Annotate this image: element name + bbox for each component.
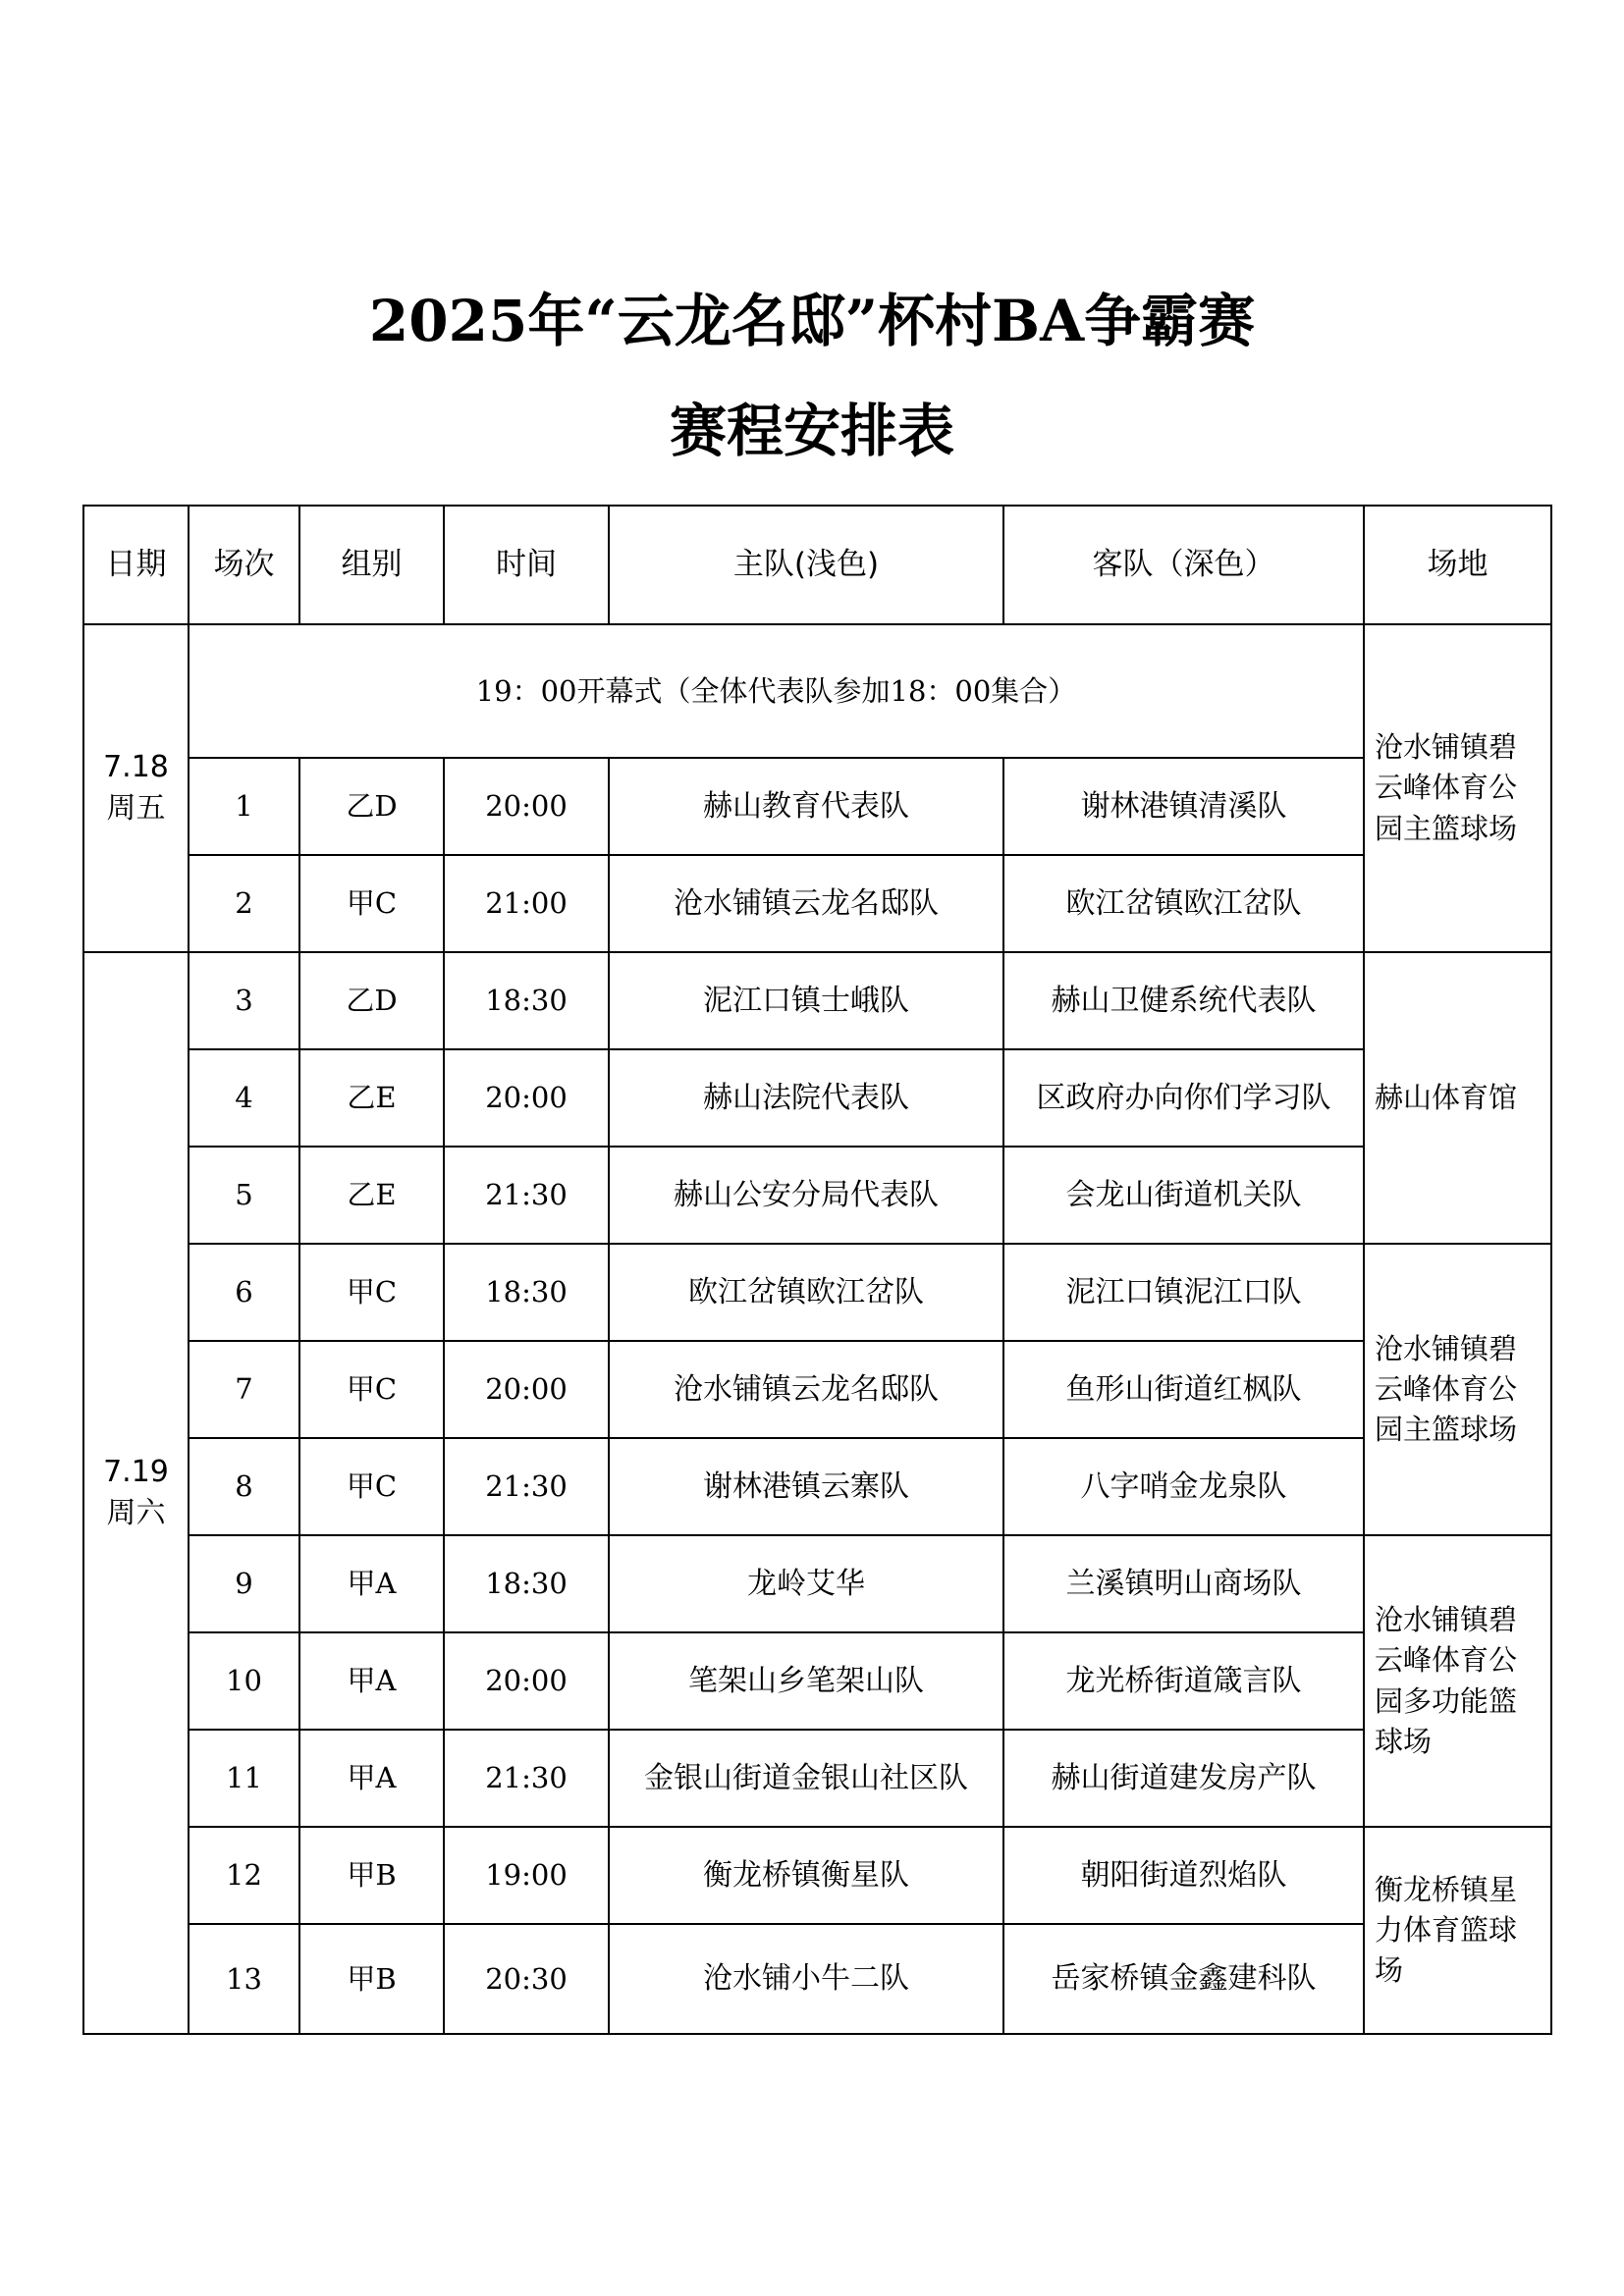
away-team: 会龙山街道机关队 <box>1003 1147 1364 1244</box>
away-team: 岳家桥镇金鑫建科队 <box>1003 1924 1364 2034</box>
table-row <box>83 624 1551 758</box>
schedule-table <box>82 505 1552 2035</box>
match-group: 甲B <box>299 1827 444 1924</box>
header-group: 组别 <box>299 506 444 624</box>
away-team: 鱼形山街道红枫队 <box>1003 1341 1364 1438</box>
venue-cell: 赫山体育馆 <box>1364 952 1551 1244</box>
away-team: 欧江岔镇欧江岔队 <box>1003 855 1364 952</box>
away-team: 谢林港镇清溪队 <box>1003 758 1364 855</box>
home-team: 沧水铺镇云龙名邸队 <box>609 1341 1003 1438</box>
match-no: 4 <box>189 1049 299 1147</box>
venue-cell: 衡龙桥镇星力体育篮球场 <box>1364 1827 1551 2034</box>
weekday-value: 周六 <box>106 1496 166 1530</box>
away-team: 赫山街道建发房产队 <box>1003 1730 1364 1827</box>
match-time: 20:00 <box>444 758 609 855</box>
match-no: 6 <box>189 1244 299 1341</box>
document-title: 2025年“云龙名邸”杯村BA争霸赛 <box>368 288 1256 354</box>
header-date: 日期 <box>83 506 189 624</box>
home-team: 赫山法院代表队 <box>609 1049 1003 1147</box>
table-row <box>83 1632 1551 1730</box>
match-time: 18:30 <box>444 952 609 1049</box>
match-time: 20:00 <box>444 1632 609 1730</box>
match-no: 11 <box>189 1730 299 1827</box>
table-row <box>83 1535 1551 1632</box>
match-time: 21:00 <box>444 855 609 952</box>
match-time: 21:30 <box>444 1438 609 1535</box>
match-no: 2 <box>189 855 299 952</box>
away-team: 朝阳街道烈焰队 <box>1003 1827 1364 1924</box>
home-team: 衡龙桥镇衡星队 <box>609 1827 1003 1924</box>
header-venue: 场地 <box>1364 506 1551 624</box>
venue-cell: 沧水铺镇碧云峰体育公园主篮球场 <box>1364 1244 1551 1535</box>
match-no: 8 <box>189 1438 299 1535</box>
match-time: 20:00 <box>444 1049 609 1147</box>
home-team: 笔架山乡笔架山队 <box>609 1632 1003 1730</box>
table-row <box>83 758 1551 855</box>
away-team: 龙光桥街道箴言队 <box>1003 1632 1364 1730</box>
home-team: 龙岭艾华 <box>609 1535 1003 1632</box>
match-time: 21:30 <box>444 1147 609 1244</box>
match-no: 1 <box>189 758 299 855</box>
match-group: 乙E <box>299 1049 444 1147</box>
match-time: 20:30 <box>444 1924 609 2034</box>
opening-ceremony-cell: 19：00开幕式（全体代表队参加18：00集合） <box>189 624 1364 758</box>
date-value: 7.19 <box>103 1455 169 1489</box>
table-row <box>83 1730 1551 1827</box>
header-row <box>83 506 1551 624</box>
away-team: 泥江口镇泥江口队 <box>1003 1244 1364 1341</box>
date-value: 7.18 <box>103 750 169 784</box>
home-team: 欧江岔镇欧江岔队 <box>609 1244 1003 1341</box>
match-time: 19:00 <box>444 1827 609 1924</box>
match-no: 7 <box>189 1341 299 1438</box>
home-team: 泥江口镇士峨队 <box>609 952 1003 1049</box>
match-no: 12 <box>189 1827 299 1924</box>
match-group: 甲B <box>299 1924 444 2034</box>
home-team: 金银山街道金银山社区队 <box>609 1730 1003 1827</box>
match-group: 甲C <box>299 855 444 952</box>
table-row <box>83 855 1551 952</box>
header-home-team: 主队(浅色) <box>609 506 1003 624</box>
match-no: 3 <box>189 952 299 1049</box>
match-group: 甲C <box>299 1438 444 1535</box>
away-team: 兰溪镇明山商场队 <box>1003 1535 1364 1632</box>
weekday-value: 周五 <box>106 791 166 826</box>
header-match-no: 场次 <box>189 506 299 624</box>
match-no: 10 <box>189 1632 299 1730</box>
venue-cell: 沧水铺镇碧云峰体育公园多功能篮球场 <box>1364 1535 1551 1827</box>
table-row <box>83 1827 1551 1924</box>
home-team: 赫山公安分局代表队 <box>609 1147 1003 1244</box>
home-team: 沧水铺小牛二队 <box>609 1924 1003 2034</box>
match-no: 5 <box>189 1147 299 1244</box>
match-group: 甲A <box>299 1535 444 1632</box>
table-row <box>83 1244 1551 1341</box>
away-team: 区政府办向你们学习队 <box>1003 1049 1364 1147</box>
match-no: 9 <box>189 1535 299 1632</box>
date-cell-0719 <box>83 952 189 2034</box>
match-time: 20:00 <box>444 1341 609 1438</box>
header-time: 时间 <box>444 506 609 624</box>
match-time: 21:30 <box>444 1730 609 1827</box>
match-group: 甲C <box>299 1244 444 1341</box>
table-row <box>83 1438 1551 1535</box>
document-subtitle: 赛程安排表 <box>669 398 954 464</box>
date-cell-0718 <box>83 624 189 952</box>
away-team: 八字哨金龙泉队 <box>1003 1438 1364 1535</box>
match-group: 甲C <box>299 1341 444 1438</box>
table-row <box>83 1147 1551 1244</box>
match-group: 甲A <box>299 1632 444 1730</box>
match-group: 甲A <box>299 1730 444 1827</box>
match-time: 18:30 <box>444 1535 609 1632</box>
match-time: 18:30 <box>444 1244 609 1341</box>
match-group: 乙D <box>299 758 444 855</box>
match-no: 13 <box>189 1924 299 2034</box>
home-team: 沧水铺镇云龙名邸队 <box>609 855 1003 952</box>
table-row <box>83 1341 1551 1438</box>
match-group: 乙D <box>299 952 444 1049</box>
header-away-team: 客队（深色） <box>1003 506 1364 624</box>
table-row <box>83 952 1551 1049</box>
table-row <box>83 1049 1551 1147</box>
home-team: 赫山教育代表队 <box>609 758 1003 855</box>
match-group: 乙E <box>299 1147 444 1244</box>
table-row <box>83 1924 1551 2034</box>
home-team: 谢林港镇云寨队 <box>609 1438 1003 1535</box>
venue-cell: 沧水铺镇碧云峰体育公园主篮球场 <box>1364 624 1551 952</box>
away-team: 赫山卫健系统代表队 <box>1003 952 1364 1049</box>
